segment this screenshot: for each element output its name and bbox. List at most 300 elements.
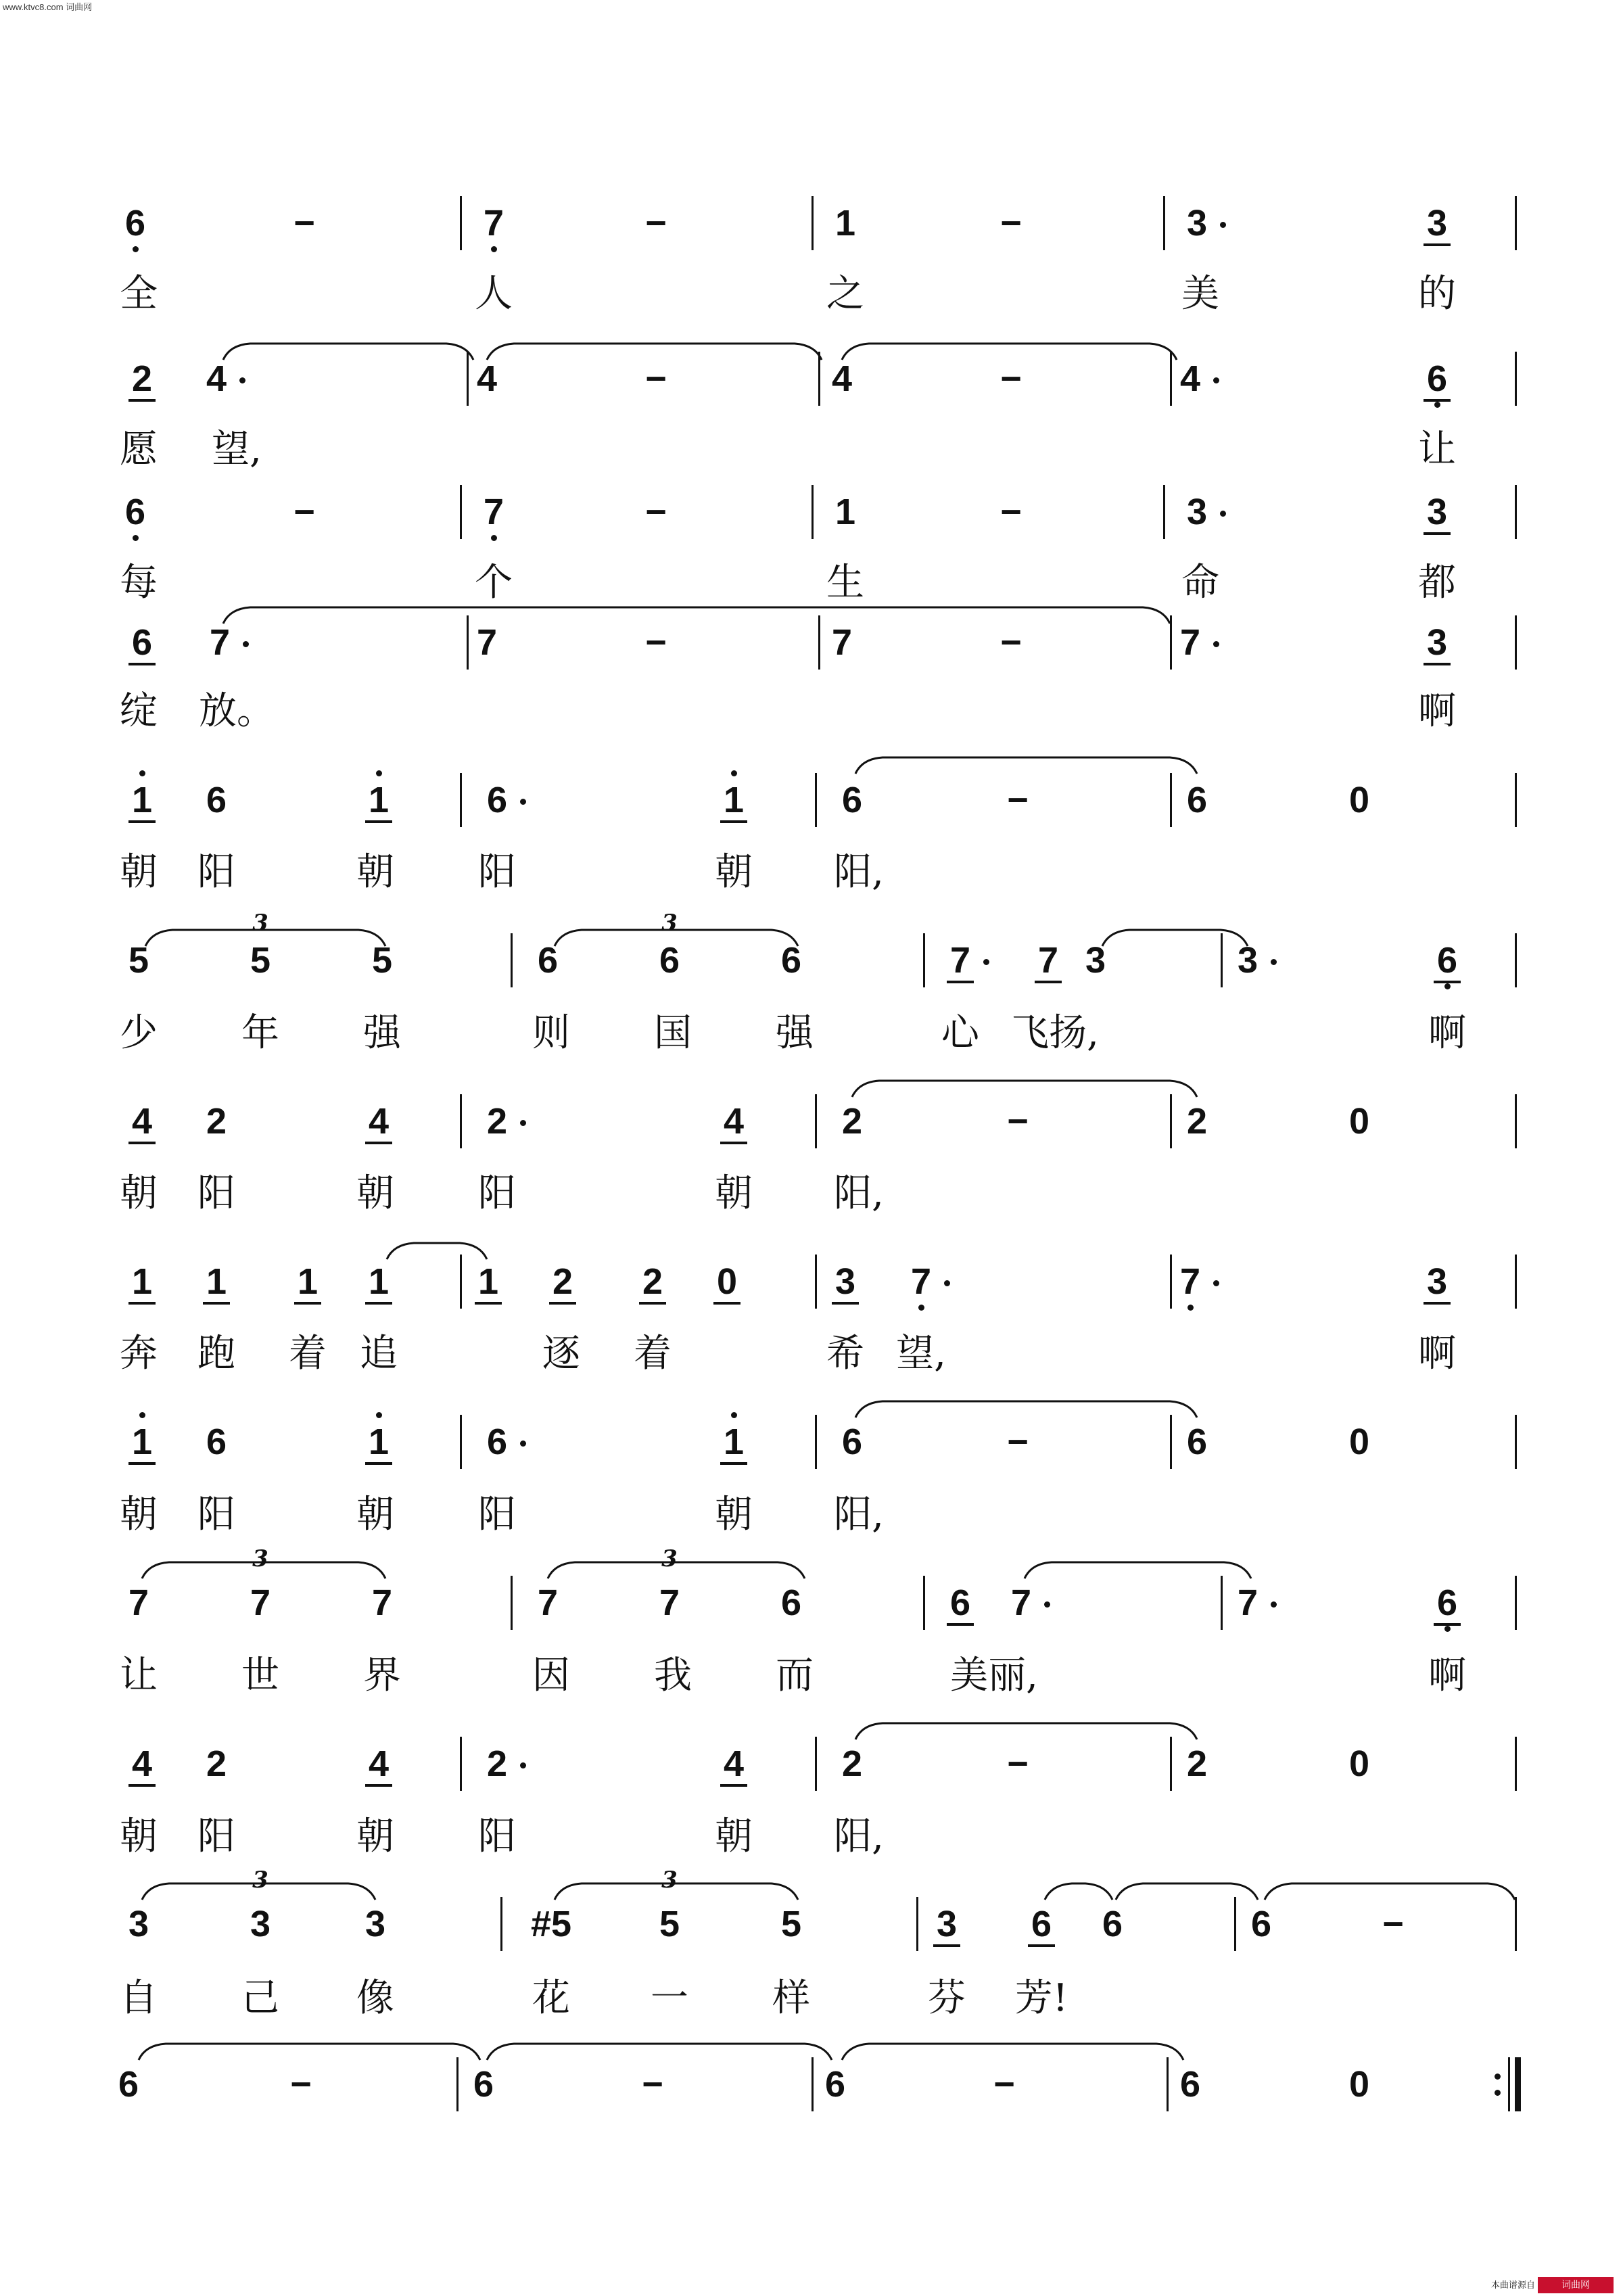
barline xyxy=(460,1255,462,1309)
barline xyxy=(1170,352,1172,406)
note: 1 xyxy=(723,1422,745,1462)
lyric: 朝 xyxy=(120,1171,158,1215)
note: 3 xyxy=(1426,1261,1448,1302)
note: − xyxy=(1382,1904,1404,1944)
note: 6 xyxy=(206,1422,227,1462)
slur xyxy=(1025,1562,1251,1578)
lyric: 强 xyxy=(363,1011,401,1055)
note: 6 xyxy=(841,780,863,820)
barline xyxy=(1515,196,1517,250)
repeat-dot xyxy=(1495,2090,1501,2096)
lyric: 朝 xyxy=(356,1814,394,1858)
note: 6 xyxy=(118,2064,139,2105)
lyric: 每 xyxy=(120,561,158,605)
augmentation-dot xyxy=(1220,511,1226,517)
note: 7 xyxy=(1037,940,1059,981)
note: 6 xyxy=(473,2064,494,2105)
note: 7 xyxy=(483,492,504,532)
barline xyxy=(923,933,925,987)
lyric: 啊 xyxy=(1418,1332,1456,1376)
lyric: 望, xyxy=(212,427,262,471)
barline xyxy=(1515,1576,1517,1630)
site-watermark: www.ktvc8.com 词曲网 xyxy=(3,2,93,12)
slur xyxy=(855,1401,1197,1418)
underline xyxy=(933,1944,960,1947)
barline xyxy=(1515,1897,1517,1951)
note: 3 xyxy=(1237,940,1259,981)
barline xyxy=(1515,485,1517,539)
augmentation-dot xyxy=(520,799,526,805)
note: 6 xyxy=(1186,1422,1208,1462)
slur xyxy=(852,1081,1197,1097)
lyric: 自 xyxy=(120,1976,158,2020)
lyric: 少 xyxy=(120,1011,158,1055)
lyric: 世 xyxy=(241,1654,279,1697)
lyric: 阳 xyxy=(197,1493,235,1537)
barline xyxy=(815,1255,817,1309)
lyric: 芬 xyxy=(928,1976,966,2020)
slur xyxy=(1265,1883,1515,1900)
note: 6 xyxy=(1102,1904,1123,1944)
low-octave-dot xyxy=(918,1305,924,1311)
note: 7 xyxy=(128,1583,149,1623)
underline xyxy=(1424,1302,1451,1305)
note: − xyxy=(1000,203,1022,243)
lyric: 朝 xyxy=(715,1493,753,1537)
note: 0 xyxy=(1348,2064,1370,2105)
note: 7 xyxy=(371,1583,393,1623)
underline xyxy=(128,1302,156,1305)
note: 1 xyxy=(131,780,153,820)
note: 6 xyxy=(780,1583,802,1623)
lyric: 阳 xyxy=(478,1171,516,1215)
underline xyxy=(128,399,156,402)
low-octave-dot xyxy=(1187,1305,1194,1311)
low-octave-dot xyxy=(133,246,139,252)
note: 1 xyxy=(368,780,390,820)
note: 3 xyxy=(936,1904,958,1944)
lyric: 我 xyxy=(654,1654,692,1697)
barline xyxy=(460,773,462,827)
lyric: 阳 xyxy=(197,1814,235,1858)
slur xyxy=(487,344,822,360)
lyric: 让 xyxy=(1418,427,1456,471)
high-octave-dot xyxy=(139,770,145,776)
underline xyxy=(475,1302,502,1305)
note: 3 xyxy=(1085,940,1106,981)
note: 2 xyxy=(841,1101,863,1142)
lyric: 着 xyxy=(289,1332,327,1376)
note: 7 xyxy=(1179,1261,1201,1302)
note: 2 xyxy=(486,1101,508,1142)
barline xyxy=(815,1094,817,1148)
slur xyxy=(1102,930,1248,946)
barline xyxy=(500,1897,502,1951)
slur xyxy=(1045,1883,1112,1900)
augmentation-dot xyxy=(1213,1280,1219,1286)
triplet-number: 3 xyxy=(661,1545,678,1572)
low-octave-dot xyxy=(491,535,497,541)
note: 3 xyxy=(1426,492,1448,532)
note: 6 xyxy=(1179,2064,1201,2105)
triplet-number: 3 xyxy=(252,1545,268,1572)
note: 6 xyxy=(1186,780,1208,820)
footer-logo: 词曲网 xyxy=(1538,2277,1614,2293)
note: 2 xyxy=(131,358,153,399)
note: 6 xyxy=(131,622,153,663)
note: 6 xyxy=(206,780,227,820)
lyric: 生 xyxy=(826,561,864,605)
barline xyxy=(1515,1094,1517,1148)
lyric: 的 xyxy=(1418,272,1456,316)
note: 2 xyxy=(1186,1743,1208,1784)
slur xyxy=(1116,1883,1258,1900)
note: − xyxy=(1007,780,1029,820)
slur xyxy=(842,2044,1183,2060)
barline xyxy=(1515,773,1517,827)
barline xyxy=(1170,1737,1172,1791)
note: 7 xyxy=(476,622,498,663)
barline xyxy=(1167,2057,1169,2111)
augmentation-dot xyxy=(520,1120,526,1126)
lyric: 阳, xyxy=(834,1171,884,1215)
lyric: 阳 xyxy=(197,850,235,894)
underline xyxy=(1424,663,1451,665)
underline xyxy=(128,820,156,823)
lyric: 年 xyxy=(241,1011,279,1055)
note: 7 xyxy=(209,622,231,663)
lyric: 绽 xyxy=(120,689,158,733)
lyric: 奔 xyxy=(120,1332,158,1376)
barline xyxy=(1515,1415,1517,1469)
note: 6 xyxy=(486,1422,508,1462)
barline xyxy=(1515,615,1517,670)
barline xyxy=(818,615,820,670)
barline xyxy=(1170,1094,1172,1148)
triplet-number: 3 xyxy=(252,910,268,937)
note: − xyxy=(293,203,315,243)
slur xyxy=(855,757,1197,774)
note: 1 xyxy=(297,1261,319,1302)
high-octave-dot xyxy=(139,1412,145,1418)
underline xyxy=(1424,532,1451,535)
note: 1 xyxy=(834,203,856,243)
slur xyxy=(387,1243,487,1259)
underline xyxy=(1424,399,1451,402)
underline xyxy=(128,1142,156,1144)
barline xyxy=(1234,1897,1236,1951)
lyric: 阳, xyxy=(834,1814,884,1858)
note: 2 xyxy=(841,1743,863,1784)
low-octave-dot xyxy=(1444,983,1451,989)
slur xyxy=(223,607,1170,624)
note: 6 xyxy=(486,780,508,820)
barline xyxy=(923,1576,925,1630)
lyric: 阳, xyxy=(834,850,884,894)
barline xyxy=(1170,1415,1172,1469)
augmentation-dot xyxy=(1271,1601,1277,1608)
lyric: 逐 xyxy=(542,1332,580,1376)
lyric: 朝 xyxy=(356,850,394,894)
note: 2 xyxy=(552,1261,573,1302)
note: 0 xyxy=(1348,1422,1370,1462)
lyric: 阳, xyxy=(834,1493,884,1537)
note: 5 xyxy=(780,1904,802,1944)
lyric: 朝 xyxy=(715,850,753,894)
note: 1 xyxy=(723,780,745,820)
lyric: 强 xyxy=(776,1011,814,1055)
note: 6 xyxy=(1031,1904,1052,1944)
note: 1 xyxy=(131,1261,153,1302)
augmentation-dot xyxy=(239,377,245,383)
lyric: 阳 xyxy=(478,1814,516,1858)
augmentation-dot xyxy=(1213,641,1219,647)
barline xyxy=(1515,1255,1517,1309)
note: 3 xyxy=(834,1261,856,1302)
lyric: 而 xyxy=(776,1654,814,1697)
note: 6 xyxy=(537,940,559,981)
note: 4 xyxy=(368,1101,390,1142)
lyric: 美丽, xyxy=(950,1654,1038,1697)
underline xyxy=(1035,981,1062,983)
note: − xyxy=(1000,358,1022,399)
barline xyxy=(467,352,469,406)
note: − xyxy=(1000,622,1022,663)
lyric: 国 xyxy=(654,1011,692,1055)
augmentation-dot xyxy=(1220,222,1226,228)
note: 2 xyxy=(206,1743,227,1784)
underline xyxy=(1434,1623,1461,1626)
triplet-number: 3 xyxy=(252,1867,268,1894)
lyric: 样 xyxy=(772,1976,810,2020)
note: 2 xyxy=(1186,1101,1208,1142)
note: 1 xyxy=(834,492,856,532)
note: 7 xyxy=(1010,1583,1032,1623)
note: 3 xyxy=(364,1904,386,1944)
barline xyxy=(1221,933,1223,987)
slur xyxy=(139,2044,480,2060)
repeat-thick-line xyxy=(1515,2057,1521,2111)
note: 7 xyxy=(1237,1583,1259,1623)
note: 6 xyxy=(1436,1583,1458,1623)
note: 1 xyxy=(206,1261,227,1302)
barline xyxy=(1515,352,1517,406)
note: 1 xyxy=(131,1422,153,1462)
note: #5 xyxy=(530,1904,572,1944)
underline xyxy=(720,1142,747,1144)
barline xyxy=(916,1897,918,1951)
note: − xyxy=(645,492,667,532)
note: 1 xyxy=(368,1261,390,1302)
repeat-dot xyxy=(1495,2074,1501,2080)
note: 7 xyxy=(250,1583,271,1623)
note: 6 xyxy=(124,203,146,243)
lyric: 之 xyxy=(826,272,864,316)
underline xyxy=(365,820,392,823)
triplet-number: 3 xyxy=(661,910,678,937)
augmentation-dot xyxy=(520,1440,526,1447)
note: 4 xyxy=(1179,358,1201,399)
barline xyxy=(511,1576,513,1630)
barline xyxy=(467,615,469,670)
lyric: 朝 xyxy=(120,1493,158,1537)
lyric: 啊 xyxy=(1418,689,1456,733)
augmentation-dot xyxy=(983,959,989,965)
lyric: 则 xyxy=(532,1011,570,1055)
augmentation-dot xyxy=(520,1762,526,1768)
note: 6 xyxy=(841,1422,863,1462)
note: 3 xyxy=(1186,203,1208,243)
note: 2 xyxy=(642,1261,663,1302)
low-octave-dot xyxy=(491,246,497,252)
note: 7 xyxy=(537,1583,559,1623)
slur xyxy=(855,1723,1197,1739)
barline xyxy=(815,773,817,827)
note: 7 xyxy=(910,1261,932,1302)
high-octave-dot xyxy=(731,1412,737,1418)
barline xyxy=(456,2057,458,2111)
note: 7 xyxy=(949,940,971,981)
barline xyxy=(1170,773,1172,827)
lyric: 因 xyxy=(532,1654,570,1697)
underline xyxy=(1424,243,1451,246)
note: 3 xyxy=(1426,622,1448,663)
note: 6 xyxy=(1250,1904,1272,1944)
lyric: 一 xyxy=(651,1976,688,2020)
lyric: 心 xyxy=(941,1011,979,1055)
note: − xyxy=(645,203,667,243)
note: 6 xyxy=(824,2064,846,2105)
barline xyxy=(815,1737,817,1791)
note: − xyxy=(290,2064,312,2105)
underline xyxy=(294,1302,321,1305)
lyric: 朝 xyxy=(120,850,158,894)
augmentation-dot xyxy=(944,1280,950,1286)
underline xyxy=(713,1302,740,1305)
note: 0 xyxy=(1348,1101,1370,1142)
lyric: 像 xyxy=(356,1976,394,2020)
underline xyxy=(128,1462,156,1465)
note: 7 xyxy=(659,1583,680,1623)
note: 2 xyxy=(486,1743,508,1784)
lyric: 愿 xyxy=(120,427,158,471)
lyric: 啊 xyxy=(1428,1011,1466,1055)
lyric: 追 xyxy=(360,1332,398,1376)
note: 1 xyxy=(477,1261,499,1302)
underline xyxy=(639,1302,666,1305)
barline xyxy=(1515,933,1517,987)
note: − xyxy=(993,2064,1015,2105)
lyric: 希 xyxy=(826,1332,864,1376)
lyric: 界 xyxy=(363,1654,401,1697)
augmentation-dot xyxy=(1044,1601,1050,1608)
note: 7 xyxy=(1179,622,1201,663)
note: 3 xyxy=(250,1904,271,1944)
barline xyxy=(1170,1255,1172,1309)
barline xyxy=(511,933,513,987)
lyric: 阳 xyxy=(197,1171,235,1215)
lyric: 朝 xyxy=(356,1171,394,1215)
lyric: 啊 xyxy=(1428,1654,1466,1697)
slur xyxy=(842,344,1177,360)
note: 4 xyxy=(723,1743,745,1784)
lyric: 让 xyxy=(120,1654,158,1697)
note: 4 xyxy=(476,358,498,399)
underline xyxy=(720,820,747,823)
barline xyxy=(1163,196,1165,250)
triplet-number: 3 xyxy=(661,1867,678,1894)
note: 6 xyxy=(780,940,802,981)
note: 7 xyxy=(483,203,504,243)
slur xyxy=(223,344,473,360)
note: 1 xyxy=(368,1422,390,1462)
note: 0 xyxy=(716,1261,738,1302)
lyric: 阳 xyxy=(478,1493,516,1537)
barline xyxy=(1515,1737,1517,1791)
barline xyxy=(460,196,462,250)
lyric: 己 xyxy=(241,1976,279,2020)
low-octave-dot xyxy=(1434,402,1440,408)
underline xyxy=(720,1462,747,1465)
underline xyxy=(128,663,156,665)
lyric: 飞扬, xyxy=(1011,1011,1099,1055)
lyric: 命 xyxy=(1181,561,1219,605)
augmentation-dot xyxy=(243,641,249,647)
note: 4 xyxy=(723,1101,745,1142)
note: 4 xyxy=(831,358,853,399)
lyric: 美 xyxy=(1181,272,1219,316)
note: − xyxy=(1007,1422,1029,1462)
underline xyxy=(128,1784,156,1787)
repeat-thin-line xyxy=(1508,2057,1510,2111)
underline xyxy=(1028,1944,1055,1947)
note: − xyxy=(1000,492,1022,532)
note: 4 xyxy=(131,1101,153,1142)
note: 3 xyxy=(1426,203,1448,243)
high-octave-dot xyxy=(376,770,382,776)
barline xyxy=(460,1415,462,1469)
note: − xyxy=(645,622,667,663)
lyric: 芳! xyxy=(1014,1976,1068,2020)
barline xyxy=(818,352,820,406)
lyric: 朝 xyxy=(120,1814,158,1858)
note: 6 xyxy=(659,940,680,981)
note: − xyxy=(293,492,315,532)
lyric: 放。 xyxy=(199,689,275,733)
lyric: 跑 xyxy=(197,1332,235,1376)
barline xyxy=(460,485,462,539)
note: 4 xyxy=(206,358,227,399)
note: 6 xyxy=(1436,940,1458,981)
underline xyxy=(365,1462,392,1465)
note: − xyxy=(1007,1743,1029,1784)
note: 5 xyxy=(250,940,271,981)
high-octave-dot xyxy=(731,770,737,776)
barline xyxy=(1221,1576,1223,1630)
note: 6 xyxy=(949,1583,971,1623)
underline xyxy=(720,1784,747,1787)
note: 6 xyxy=(1426,358,1448,399)
underline xyxy=(549,1302,576,1305)
note: 5 xyxy=(371,940,393,981)
barline xyxy=(812,2057,814,2111)
note: 3 xyxy=(1186,492,1208,532)
underline xyxy=(832,1302,859,1305)
note: 0 xyxy=(1348,1743,1370,1784)
barline xyxy=(812,485,814,539)
barline xyxy=(460,1737,462,1791)
underline xyxy=(947,981,974,983)
